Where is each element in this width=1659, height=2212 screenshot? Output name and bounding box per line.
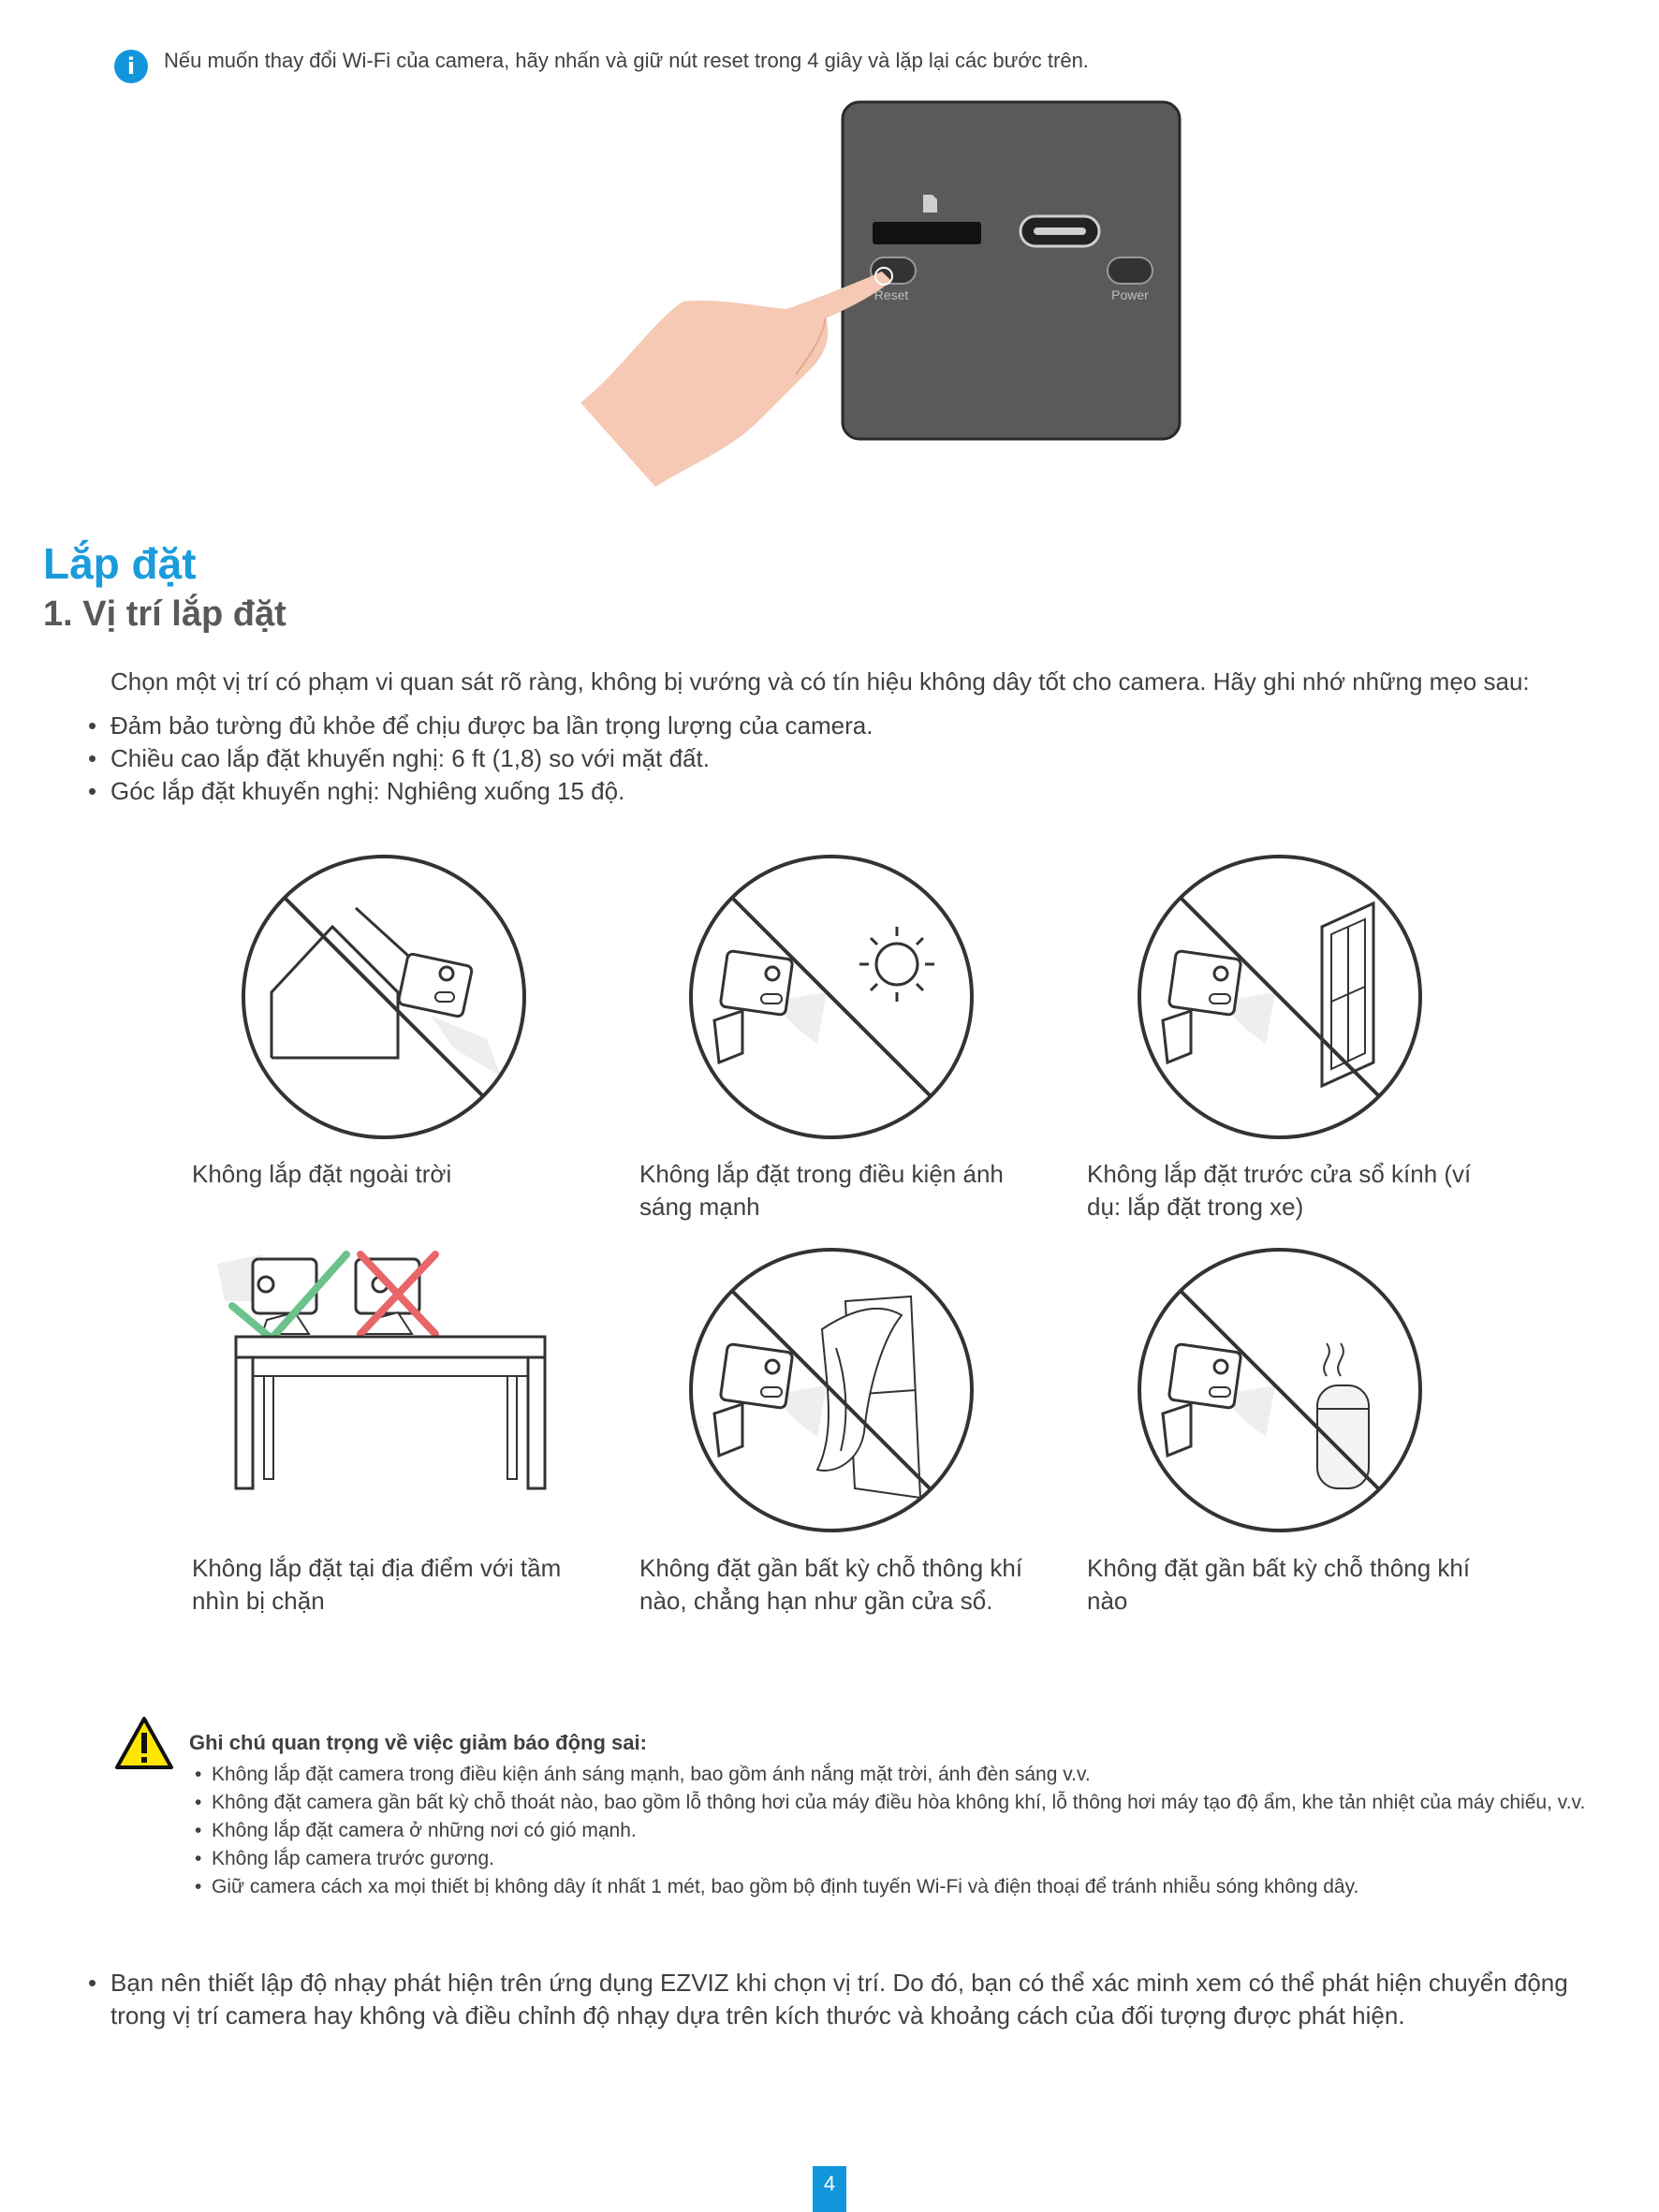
- reset-label: Reset: [874, 287, 909, 302]
- final-note: • Bạn nên thiết lập độ nhạy phát hiện trên ứng dụng EZVIZ khi chọn vị trí. Do đó, bạn có thể xác minh xem có thể phát hiện chuyển động trong vị trí camera hay không và điều chỉnh độ nhạy dựa trên kích thước và khoảng cách của đối tượng được phát hiện.: [88, 1967, 1623, 2032]
- power-label: Power: [1111, 287, 1149, 302]
- info-note-text: Nếu muốn thay đổi Wi-Fi của camera, hãy nhấn và giữ nút reset trong 4 giây và lặp lại các bước trên.: [164, 49, 1089, 72]
- warning-item: • Không lắp đặt camera ở những nơi có gió mạnh.: [195, 1817, 1618, 1845]
- warning-icon: [114, 1716, 174, 1770]
- no-glass-window-icon: [1135, 852, 1425, 1142]
- no-humidifier-icon: [1135, 1245, 1425, 1535]
- warning-title: Ghi chú quan trọng về việc giảm báo động sai:: [189, 1731, 647, 1754]
- caption-outdoor: Không lắp đặt ngoài trời: [192, 1160, 452, 1188]
- no-window-vent-icon: [686, 1245, 976, 1535]
- warning-item: • Không lắp đặt camera trong điều kiện ánh sáng mạnh, bao gồm ánh nắng mặt trời, ánh đèn sáng v.v.: [195, 1761, 1618, 1789]
- caption-glass-window: Không lắp đặt trước cửa sổ kính (ví dụ: lắp đặt trong xe): [1087, 1160, 1472, 1221]
- tips-list: [88, 710, 873, 808]
- no-strong-light-icon: [686, 852, 976, 1142]
- section-title: Lắp đặt: [43, 539, 197, 588]
- no-outdoor-icon: [239, 852, 529, 1142]
- caption-humidifier: Không đặt gần bất kỳ chỗ thông khí nào: [1087, 1554, 1471, 1615]
- tip-item: • Đảm bảo tường đủ khỏe để chịu được ba lần trọng lượng của camera.: [88, 710, 873, 742]
- warning-item: • Không đặt camera gần bất kỳ chỗ thoát nào, bao gồm lỗ thông hơi của máy điều hòa không khí, lỗ thông hơi máy tạo độ ẩm, khe tản nhiệt của máy chiếu, v.v.: [195, 1789, 1618, 1817]
- subsection-title: 1. Vị trí lắp đặt: [43, 594, 286, 634]
- intro-text: Chọn một vị trí có phạm vi quan sát rõ ràng, không bị vướng và có tín hiệu không dây tốt cho camera. Hãy ghi nhớ những mẹo sau:: [110, 667, 1530, 696]
- page-number: 4: [813, 2166, 846, 2212]
- tip-item: • Chiều cao lắp đặt khuyến nghị: 6 ft (1,8) so với mặt đất.: [88, 742, 873, 775]
- warning-item: • Giữ camera cách xa mọi thiết bị không dây ít nhất 1 mét, bao gồm bộ định tuyến Wi-Fi và điện thoại để tránh nhiễu sóng không dây.: [195, 1873, 1618, 1901]
- caption-strong-light: Không lắp đặt trong điều kiện ánh sáng mạnh: [639, 1160, 1004, 1221]
- warning-item: • Không lắp camera trước gương.: [195, 1845, 1618, 1873]
- tip-item: • Góc lắp đặt khuyến nghị: Nghiêng xuống 15 độ.: [88, 775, 873, 808]
- caption-window-vent: Không đặt gần bất kỳ chỗ thông khí nào, chẳng hạn như gần cửa sổ.: [639, 1554, 1023, 1615]
- warning-list: [195, 1761, 1618, 1901]
- final-note-list: [88, 1967, 1623, 2032]
- info-icon: i: [114, 50, 148, 83]
- reset-button-illustration: [580, 94, 1189, 496]
- blocked-view-icon: [215, 1245, 562, 1498]
- caption-blocked-view: Không lắp đặt tại địa điểm với tầm nhìn bị chặn: [192, 1554, 562, 1615]
